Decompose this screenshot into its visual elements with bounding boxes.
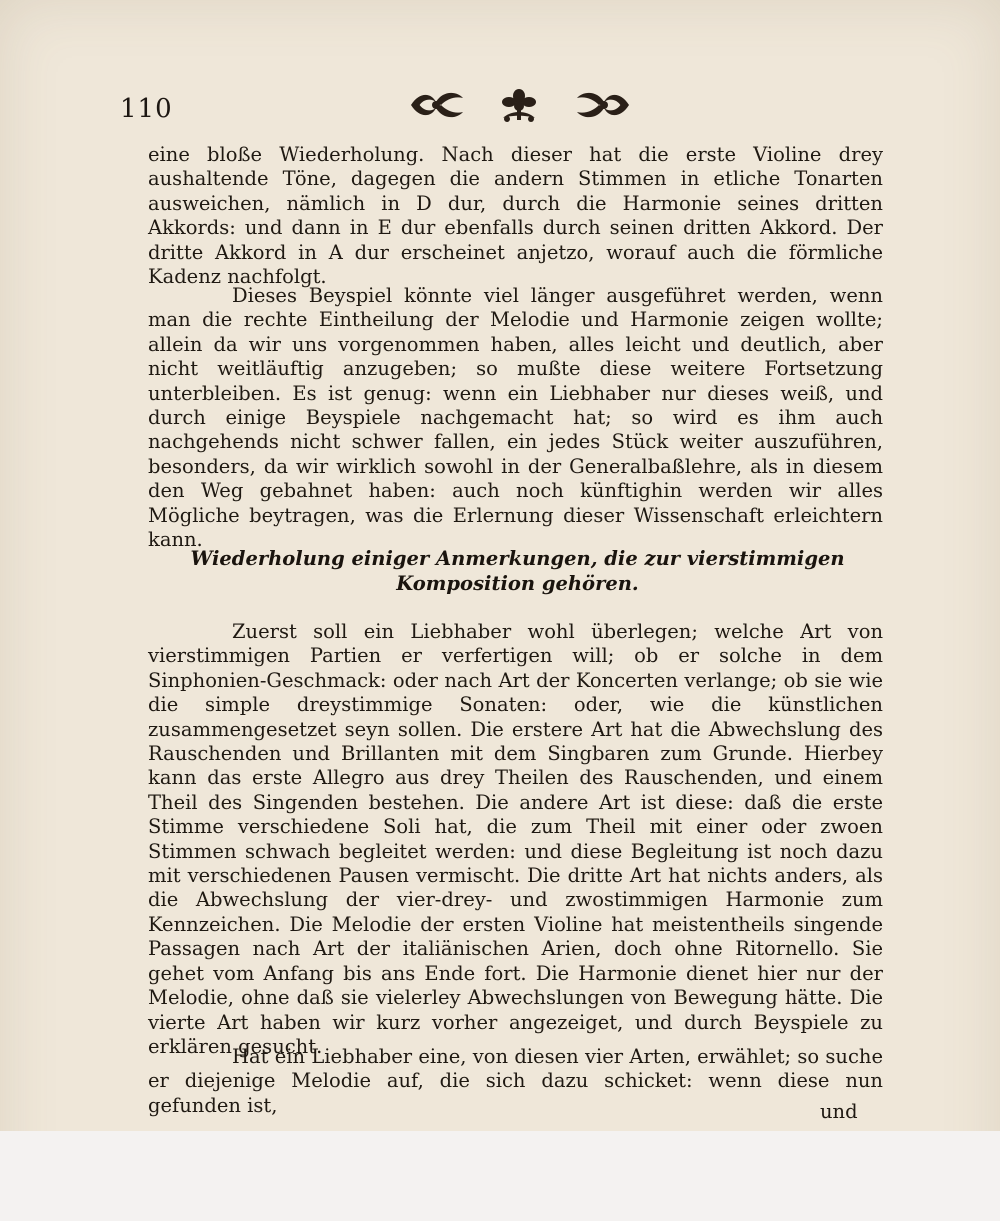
flower-ornament-icon	[493, 88, 545, 124]
catchword: und	[820, 1100, 858, 1123]
leaf-ornament-right-icon	[573, 88, 635, 122]
paragraph-continuation	[148, 143, 883, 289]
header-ornaments	[405, 88, 635, 124]
page-header	[120, 88, 900, 128]
paragraph-liebhaber	[148, 1045, 883, 1118]
paragraph-beyspiel	[148, 284, 883, 552]
section-heading: Wiederholung einiger Anmerkungen, die zur vierstimmigen Komposition gehören.	[190, 547, 845, 595]
paragraph-text: Dieses Beyspiel könnte viel länger ausgeführet werden, wenn man die rechte Eintheilung der Melodie und Harmonie zeigen wollte; allein da wir uns vorgenommen haben, alles leicht und deutlich, aber nicht weitläuftig anzugeben; so mußte diese weitere Fortsetzung unterbleiben. Es ist genug: wenn ein Liebhaber nur dieses weiß, und durch einige Beyspiele nachgemacht hat; so wird es ihm auch nachgehends nicht schwer fallen, ein jedes Stück weiter auszuführen, besonders, da wir wirklich sowohl in der Generalbaßlehre, als in diesem den Weg gebahnet haben: auch noch künftighin werden wir alles Mögliche beytragen, was die Erlernung dieser Wissenschaft erleichtern kann.	[148, 284, 883, 552]
page-number: 110	[120, 94, 173, 124]
paragraph-arten	[148, 620, 883, 1059]
leaf-ornament-left-icon	[405, 88, 467, 122]
paragraph-text: eine bloße Wiederholung. Nach dieser hat die erste Violine drey aushaltende Töne, dagegen die andern Stimmen in etliche Tonarten ausweichen, nämlich in D dur, durch die Harmonie seines dritten Akkords: und dann in E dur ebenfalls durch seinen dritten Akkord. Der dritte Akkord in A dur erscheinet anjetzo, worauf auch die förmliche Kadenz nachfolgt.	[148, 143, 883, 289]
paragraph-text: Zuerst soll ein Liebhaber wohl überlegen; welche Art von vierstimmigen Partien er verfertigen will; ob er solche in dem Sinphonien-Geschmack: oder nach Art der Koncerten verlange; ob sie wie die simple dreystimmige Sonaten: oder, wie die künstlichen zusammengesetzet seyn sollen. Die erstere Art hat die Abwechslung des Rauschenden und Brillanten mit dem Singbaren zum Grunde. Hierbey kann das erste Allegro aus drey Theilen des Rauschenden, und einem Theil des Singenden bestehen. Die andere Art ist diese: daß die erste Stimme verschiedene Soli hat, die zum Theil mit einer oder zwoen Stimmen schwach begleitet werden: und diese Begleitung ist noch dazu mit verschiedenen Pausen vermischt. Die dritte Art hat nichts anders, als die Abwechslung der vier-drey- und zwostimmigen Harmonie zum Kennzeichen. Die Melodie der ersten Violine hat meistentheils singende Passagen nach Art der italiänischen Arien, doch ohne Ritornello. Sie gehet vom Anfang bis ans Ende fort. Die Harmonie dienet hier nur der Melodie, ohne daß sie vielerley Abwechslungen von Bewegung hätte. Die vierte Art haben wir kurz vorher angezeiget, und durch Beyspiele zu erklären gesucht.	[148, 620, 883, 1058]
paragraph-text: Hat ein Liebhaber eine, von diesen vier Arten, erwählet; so suche er diejenige Melodie auf, die sich dazu schicket: wenn diese nun gefunden ist,	[148, 1045, 883, 1117]
